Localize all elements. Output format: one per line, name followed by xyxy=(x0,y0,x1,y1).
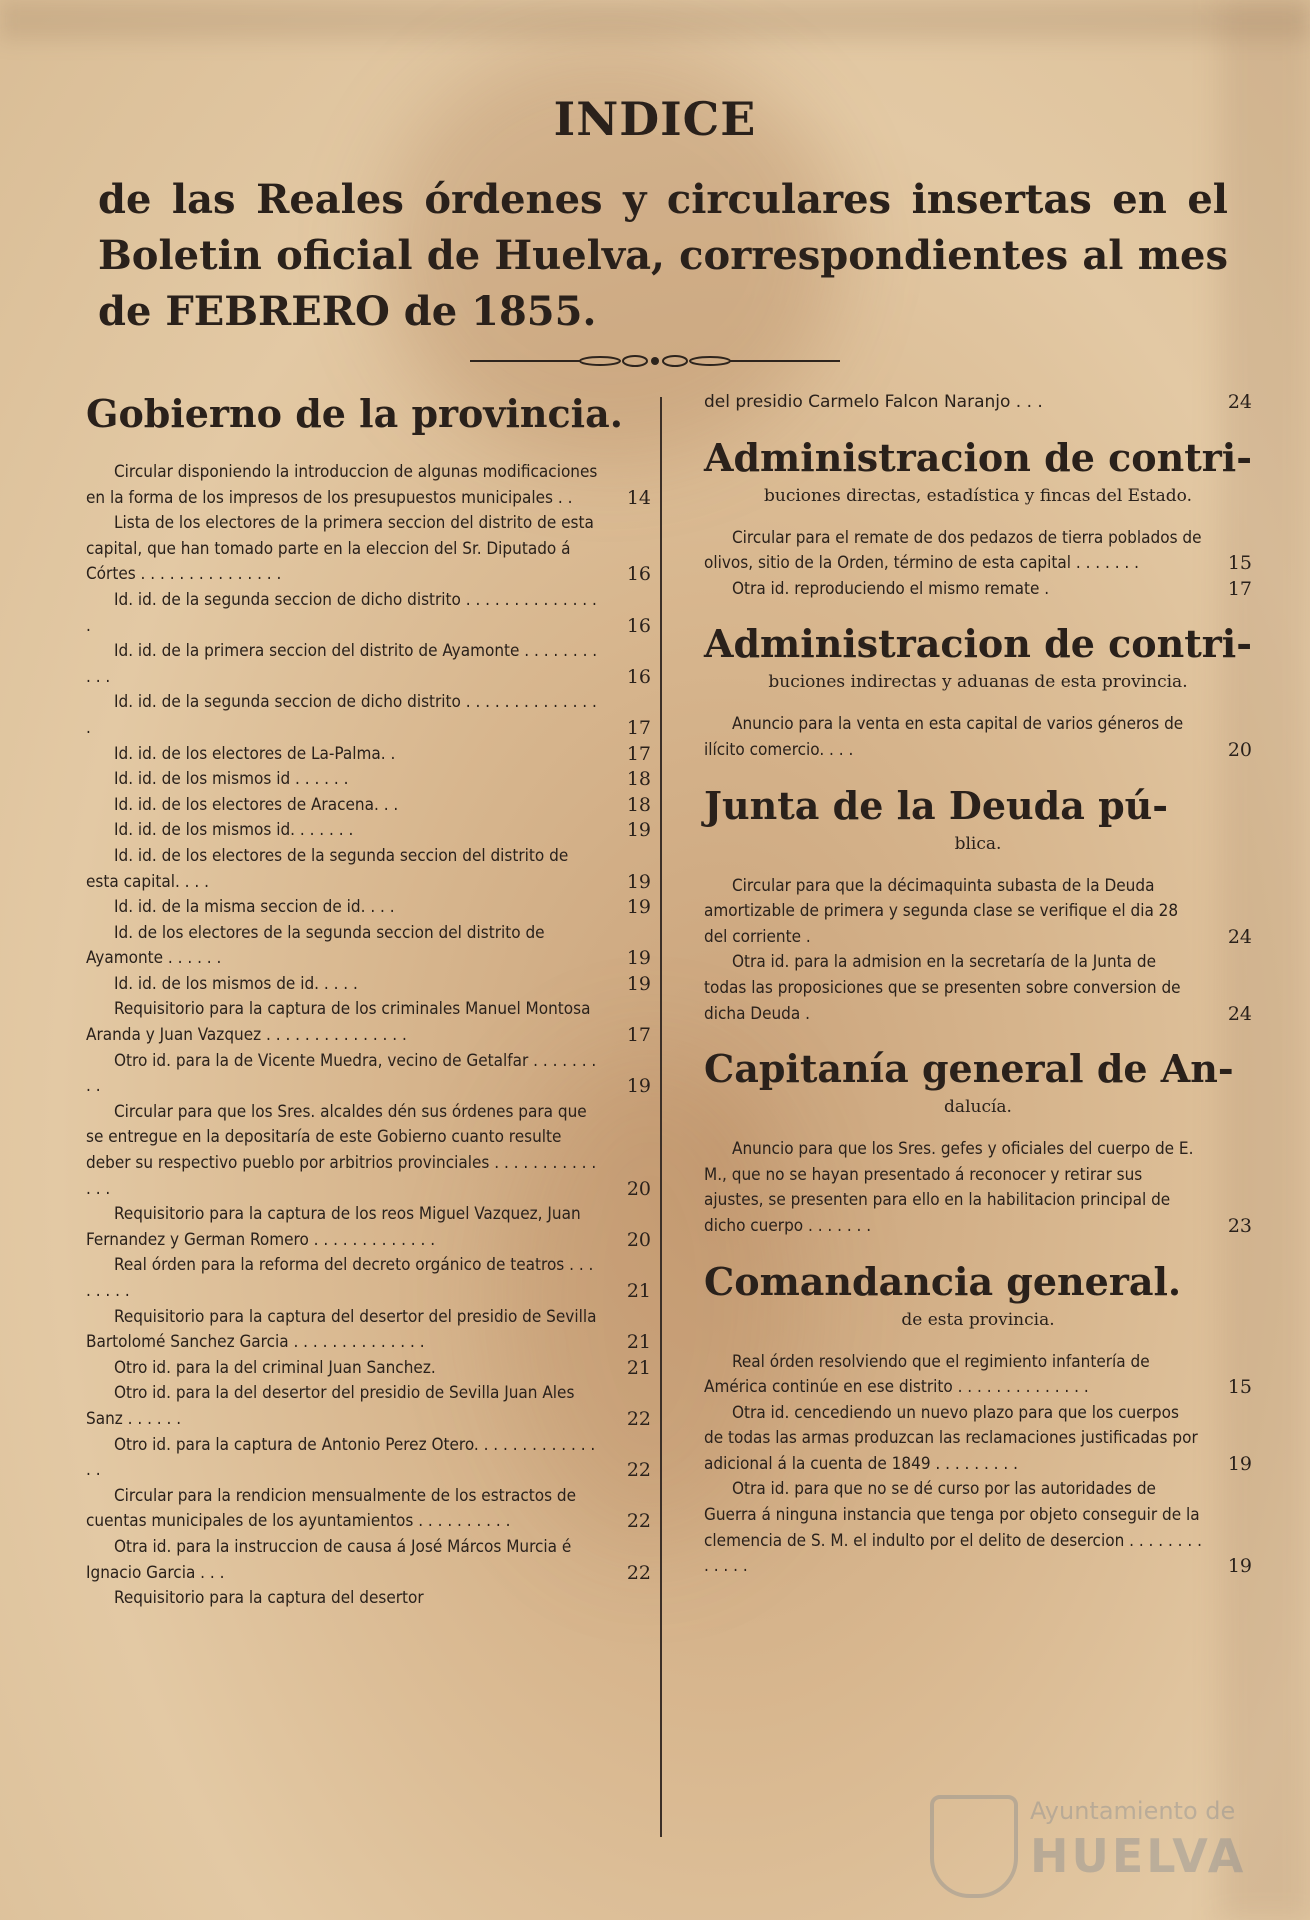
section-subtitle: de esta provincia. xyxy=(901,1309,1055,1330)
entry-text: Requisitorio para la captura del desertor del presidio de Sevilla Bartolomé Sanchez Garcia . . . . . . . . . . . . . . xyxy=(86,1306,597,1353)
entry-text: del presidio Carmelo Falcon Naranjo . . . xyxy=(704,392,1043,412)
index-entry xyxy=(86,1484,651,1535)
section-subtitle: dalucía. xyxy=(944,1097,1012,1118)
entry-page: 24 xyxy=(1227,1002,1252,1025)
watermark-logo xyxy=(910,1795,1247,1895)
left-column xyxy=(86,390,651,1612)
index-entry xyxy=(86,844,651,895)
shield-icon xyxy=(930,1795,1018,1898)
entry-page: 19 xyxy=(626,870,651,893)
index-entry xyxy=(86,1202,651,1253)
section-title: Administracion de contri- xyxy=(704,621,1252,667)
entry-text: Circular para que la décimaquinta subasta de la Deuda amortizable de primera y segunda clase se verifique el dia 28 del corriente . xyxy=(704,875,1179,947)
entry-page: 23 xyxy=(1227,1214,1252,1237)
entry-text: Otra id. reproduciendo el mismo remate . xyxy=(732,578,1050,599)
entry-page: 24 xyxy=(1227,925,1252,948)
entry-text: Id. id. de los electores de la segunda seccion del distrito de esta capital. . . . xyxy=(86,845,569,892)
right-column xyxy=(704,390,1252,1598)
section-title: Comandancia general. xyxy=(704,1258,1182,1304)
index-entry xyxy=(704,1401,1252,1478)
entry-page: 19 xyxy=(626,947,651,970)
entry-text: Otra id. cencediendo un nuevo plazo para que los cuerpos de todas las armas produzcan las reclamaciones justificadas por adicional á la cuenta de 1849 . . . . . . . . . xyxy=(704,1402,1198,1474)
index-entry xyxy=(704,1350,1252,1401)
right-section-list xyxy=(704,434,1252,1580)
entry-text: Circular para la rendicion mensualmente de los estractos de cuentas municipales de los ayuntamientos . . . . . . . . . . xyxy=(86,1485,577,1532)
entry-page: 17 xyxy=(626,716,651,739)
section-title-gobierno: Gobierno de la provincia. xyxy=(86,391,623,436)
entry-page: 19 xyxy=(1227,1555,1252,1578)
entry-page: 15 xyxy=(1227,1376,1252,1399)
entry-text: Id. id. de la segunda seccion de dicho distrito . . . . . . . . . . . . . . . xyxy=(86,692,597,738)
index-entry xyxy=(86,1433,651,1484)
entry-text: Id. id. de los mismos de id. . . . . xyxy=(114,973,358,994)
entry-text: Id. id. de la primera seccion del distrito de Ayamonte . . . . . . . . . . . xyxy=(86,641,598,687)
entry-page: 16 xyxy=(626,665,651,688)
index-entry xyxy=(86,1356,651,1382)
index-entry xyxy=(86,921,651,972)
index-entry xyxy=(86,1100,651,1202)
entry-page: 21 xyxy=(626,1280,651,1302)
entry-text: Requisitorio para la captura del desertor xyxy=(114,1588,424,1609)
index-entry xyxy=(86,972,651,998)
entry-text: Real órden resolviendo que el regimiento infantería de América continúe en ese distrito . . . . . . . . . . . . . . xyxy=(704,1351,1150,1398)
entry-page: 19 xyxy=(626,896,651,919)
entry-text: Otro id. para la captura de Antonio Perez Otero. . . . . . . . . . . . . . . xyxy=(86,1434,596,1481)
entry-page: 21 xyxy=(626,1356,651,1379)
index-section xyxy=(704,434,1252,603)
entry-text: Requisitorio para la captura de los reos Miguel Vazquez, Juan Fernandez y German Romero . . . . . . . . . . . . . xyxy=(86,1204,581,1250)
index-entry xyxy=(86,1253,651,1304)
entry-text: Id. id. de los electores de La-Palma. . xyxy=(114,743,396,764)
index-entry xyxy=(86,1535,651,1586)
section-title: Junta de la Deuda pú- xyxy=(704,782,1169,828)
index-title: INDICE xyxy=(553,92,757,146)
index-subtitle: de las Reales órdenes y circulares insertas en el Boletin oficial de Huelva, correspondientes al mes de FEBRERO de 1855. xyxy=(98,176,1228,335)
index-entry xyxy=(704,1477,1252,1579)
entry-text: Real órden para la reforma del decreto orgánico de teatros . . . . . . . . xyxy=(86,1255,594,1301)
index-section xyxy=(704,782,1252,1028)
index-entry xyxy=(86,997,651,1048)
index-entry xyxy=(86,460,651,511)
entry-page: 21 xyxy=(626,1331,651,1354)
entry-page: 17 xyxy=(626,742,651,765)
entry-text: Anuncio para la venta en esta capital de varios géneros de ilícito comercio. . . . xyxy=(704,714,1184,760)
entry-page: 16 xyxy=(626,563,651,586)
entry-text: Circular disponiendo la introduccion de algunas modificaciones en la forma de los impresos de los presupuestos municipales . . xyxy=(86,462,598,508)
entry-text: Circular para el remate de dos pedazos de tierra poblados de olivos, sitio de la Orden, término de esta capital . . . . . . . xyxy=(704,527,1202,574)
entry-text: Otro id. para la de Vicente Muedra, vecino de Getalfar . . . . . . . . . xyxy=(86,1050,597,1097)
index-entry xyxy=(704,874,1252,951)
entry-page: 17 xyxy=(1227,577,1252,600)
entry-page: 22 xyxy=(626,1561,651,1584)
entry-text: Anuncio para que los Sres. gefes y oficiales del cuerpo de E. M., que no se hayan presentado á reconocer y retirar sus ajustes, se presenten para ello en la habilitacion principal de dicho cuerpo . . . . . . . xyxy=(704,1139,1194,1236)
entry-page: 19 xyxy=(1227,1452,1252,1475)
section-title: Capitanía general de An- xyxy=(704,1046,1234,1092)
entry-page: 18 xyxy=(626,768,651,791)
entry-page: 20 xyxy=(626,1228,651,1251)
index-entry xyxy=(86,793,651,819)
entry-text: Id. id. de los mismos id. . . . . . . xyxy=(114,820,354,841)
entry-text: Id. id. de los mismos id . . . . . . xyxy=(114,769,349,790)
entry-page: 19 xyxy=(626,819,651,842)
index-entry xyxy=(86,639,651,690)
index-entry xyxy=(86,1381,651,1432)
entry-page: 22 xyxy=(626,1407,651,1430)
index-entry xyxy=(86,1049,651,1100)
continuation-entry xyxy=(704,390,1252,416)
index-entry xyxy=(86,588,651,639)
index-entry xyxy=(86,1586,651,1612)
index-entry xyxy=(704,950,1252,1027)
watermark-line1: Ayuntamiento de xyxy=(1030,1797,1236,1825)
index-entry xyxy=(86,690,651,741)
index-section xyxy=(704,1045,1252,1239)
entry-text: Circular para que los Sres. alcaldes dén sus órdenes para que se entregue en la depositaría de este Gobierno cuanto resulte deber su respectivo pueblo por arbitrios provinciales . . . . . . . . . . . . . . xyxy=(86,1101,597,1199)
entry-text: Otra id. para la instruccion de causa á José Márcos Murcia é Ignacio Garcia . . . xyxy=(86,1536,572,1583)
index-entry xyxy=(704,1137,1252,1239)
entry-page: 19 xyxy=(626,972,651,995)
index-entry xyxy=(86,742,651,768)
entry-page: 20 xyxy=(626,1177,651,1200)
index-entry xyxy=(86,895,651,921)
entry-page: 17 xyxy=(626,1024,651,1047)
entry-text: Requisitorio para la captura de los criminales Manuel Montosa Aranda y Juan Vazquez . . . . . . . . . . . . . . . xyxy=(86,999,591,1046)
entry-page: 20 xyxy=(1227,738,1252,761)
entry-text: Lista de los electores de la primera seccion del distrito de esta capital, que han tomado parte en la eleccion del Sr. Diputado á Córtes . . . . . . . . . . . . . . . xyxy=(86,513,594,585)
index-entry xyxy=(86,767,651,793)
section-subtitle: buciones directas, estadística y fincas del Estado. xyxy=(764,485,1192,506)
column-divider xyxy=(660,397,662,1837)
entry-page: 19 xyxy=(626,1075,651,1098)
index-entry xyxy=(86,1305,651,1356)
entry-page: 16 xyxy=(626,614,651,637)
index-section xyxy=(704,1258,1252,1580)
section-subtitle: buciones indirectas y aduanas de esta provincia. xyxy=(768,672,1188,693)
entry-text: Otro id. para la del criminal Juan Sanchez. xyxy=(114,1357,436,1378)
entry-text: Otra id. para que no se dé curso por las autoridades de Guerra á ninguna instancia que tenga por objeto conseguir de la clemencia de S. M. el indulto por el delito de desercion . . . . . . . . . . . . . xyxy=(704,1479,1202,1577)
index-entry xyxy=(704,526,1252,577)
index-entry xyxy=(704,712,1252,763)
entry-text: Id. id. de la misma seccion de id. . . . xyxy=(114,897,395,918)
entry-page: 22 xyxy=(626,1459,651,1482)
section-subtitle: blica. xyxy=(954,833,1002,854)
section-title: Administracion de contri- xyxy=(704,434,1252,480)
index-entry xyxy=(704,577,1252,603)
index-section xyxy=(704,620,1252,763)
watermark-line2: HUELVA xyxy=(1030,1829,1247,1883)
index-entry xyxy=(86,818,651,844)
ornamental-rule xyxy=(470,354,840,368)
entry-text: Id. id. de la segunda seccion de dicho distrito . . . . . . . . . . . . . . . xyxy=(86,589,597,636)
entry-page: 22 xyxy=(626,1510,651,1533)
index-entry xyxy=(86,511,651,588)
entry-text: Otro id. para la del desertor del presidio de Sevilla Juan Ales Sanz . . . . . . xyxy=(86,1383,575,1429)
entry-text: Id. de los electores de la segunda seccion del distrito de Ayamonte . . . . . . xyxy=(86,922,545,969)
entry-text: Id. id. de los electores de Aracena. . . xyxy=(114,794,399,815)
entry-text: Otra id. para la admision en la secretaría de la Junta de todas las proposiciones que se presenten sobre conversion de dicha Deuda . xyxy=(704,952,1181,1024)
entry-page: 24 xyxy=(1227,391,1252,413)
entry-page: 18 xyxy=(626,793,651,816)
left-entry-list xyxy=(86,460,651,1612)
entry-page: 15 xyxy=(1227,552,1252,575)
entry-page: 14 xyxy=(626,486,651,509)
